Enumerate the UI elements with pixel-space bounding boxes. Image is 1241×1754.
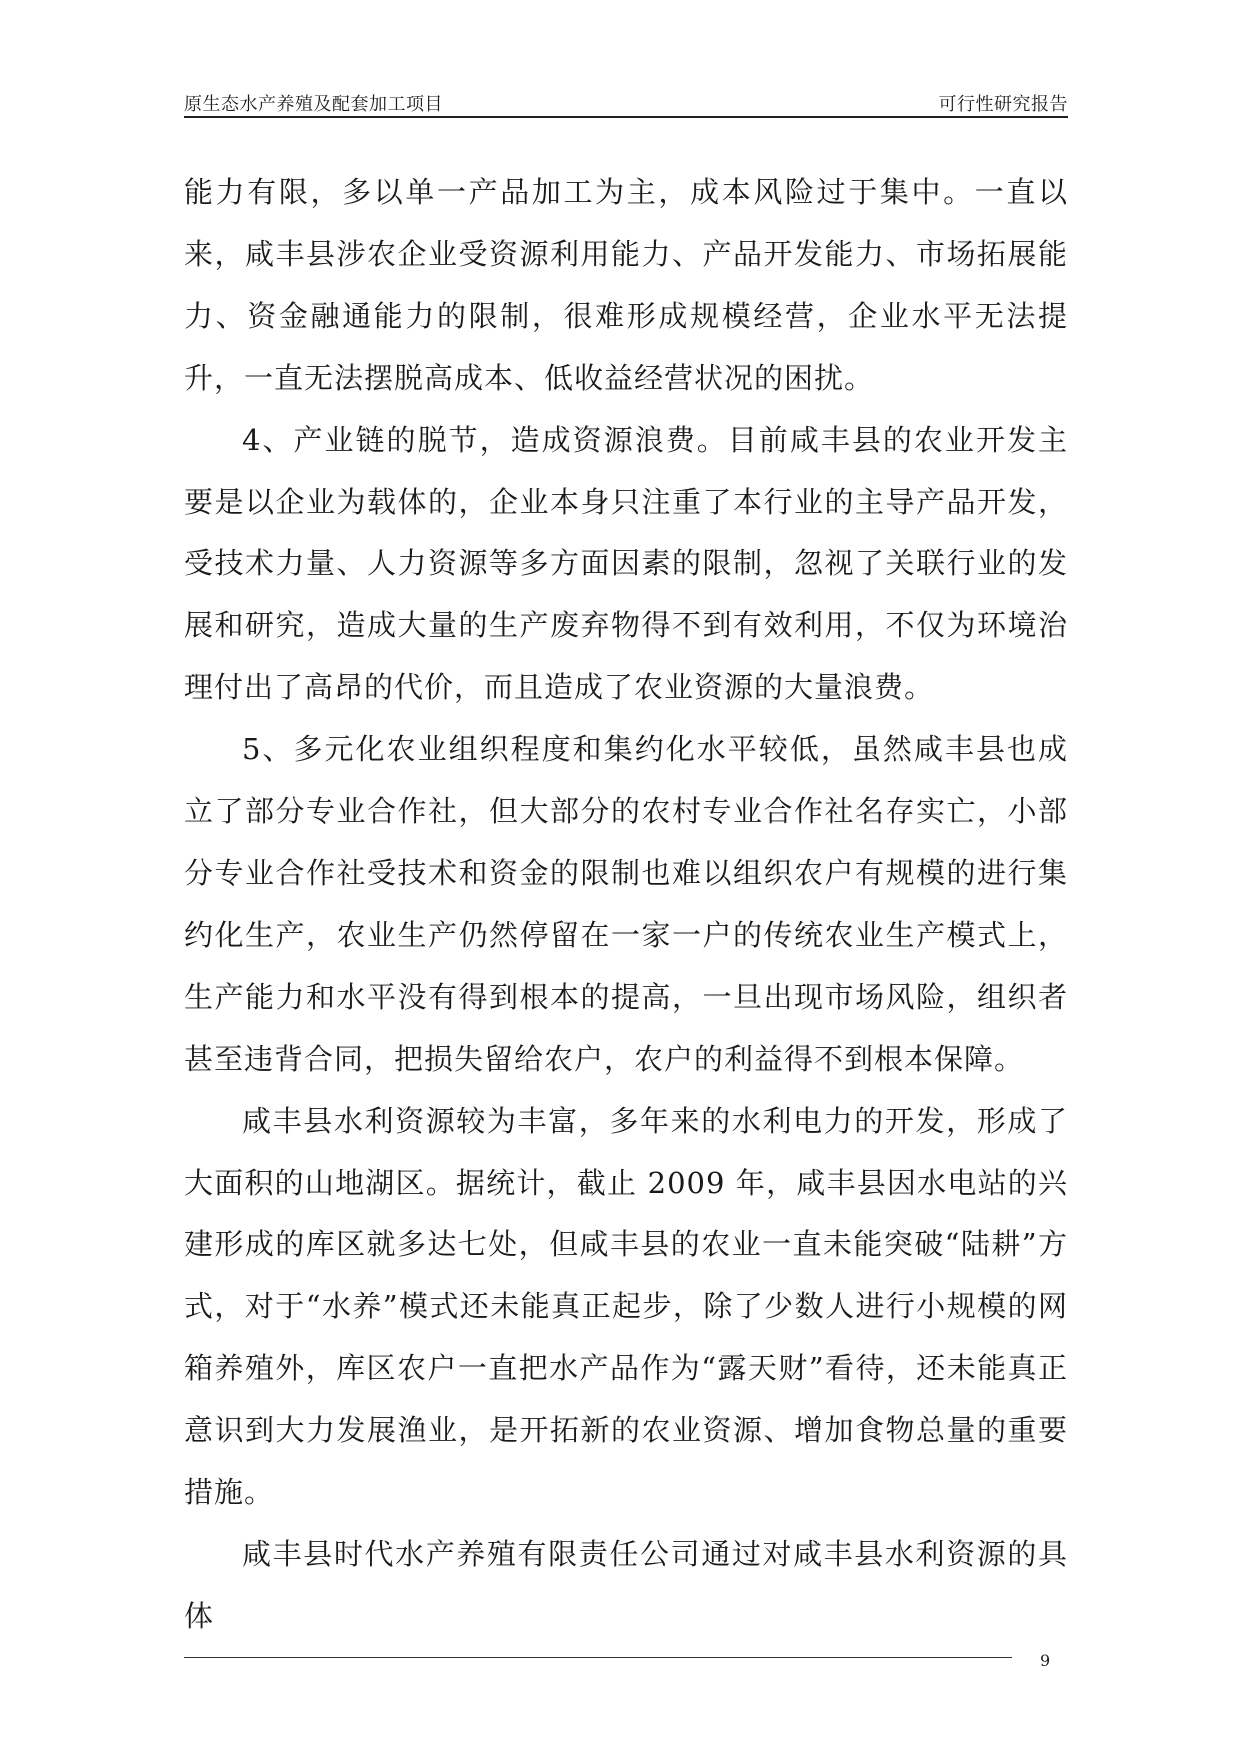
page-header: [184, 86, 1068, 118]
page-number: 9: [1040, 1651, 1051, 1670]
paragraph: 能力有限，多以单一产品加工为主，成本风险过于集中。一直以来，咸丰县涉农企业受资源利用能力、产品开发能力、市场拓展能力、资金融通能力的限制，很难形成规模经营，企业水平无法提升，一直无法摆脱高成本、低收益经营状况的困扰。: [184, 175, 1068, 395]
paragraph: 咸丰县时代水产养殖有限责任公司通过对咸丰县水利资源的具体: [184, 1536, 1068, 1633]
paragraph: 4、产业链的脱节，造成资源浪费。目前咸丰县的农业开发主要是以企业为载体的，企业本身只注重了本行业的主导产品开发，受技术力量、人力资源等多方面因素的限制，忽视了关联行业的发展和研究，造成大量的生产废弃物得不到有效利用，不仅为环境治理付出了高昂的代价，而且造成了农业资源的大量浪费。: [184, 422, 1068, 705]
footer-divider: [184, 1657, 1012, 1658]
header-document-type: 可行性研究报告: [938, 94, 1068, 115]
paragraph: 5、多元化农业组织程度和集约化水平较低，虽然咸丰县也成立了部分专业合作社，但大部分的农村专业合作社名存实亡，小部分专业合作社受技术和资金的限制也难以组织农户有规模的进行集约化生产，农业生产仍然停留在一家一户的传统农业生产模式上，生产能力和水平没有得到根本的提高，一旦出现市场风险，组织者甚至违背合同，把损失留给农户，农户的利益得不到根本保障。: [184, 732, 1068, 1076]
paragraph: 咸丰县水利资源较为丰富，多年来的水利电力的开发，形成了大面积的山地湖区。据统计，截止 2009 年，咸丰县因水电站的兴建形成的库区就多达七处，但咸丰县的农业一直未能突破“陆耕”方式，对于“水养”模式还未能真正起步，除了少数人进行小规模的网箱养殖外，库区农户一直把水产品作为“露天财”看待，还未能真正意识到大力发展渔业，是开拓新的农业资源、增加食物总量的重要措施。: [184, 1103, 1068, 1510]
header-project-title: 原生态水产养殖及配套加工项目: [184, 94, 443, 115]
body-text: [184, 162, 1068, 1648]
